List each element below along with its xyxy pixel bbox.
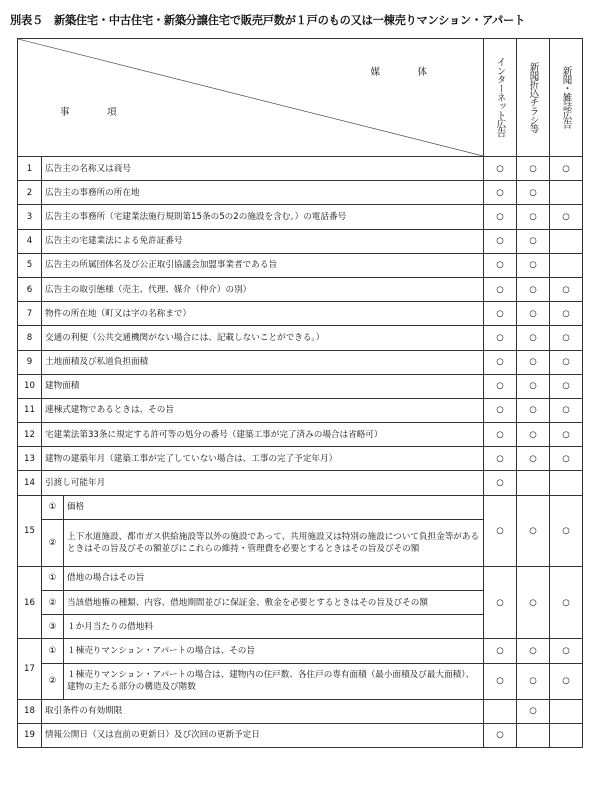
mark-cell-flyer: ○ <box>517 699 550 723</box>
mark-cell-internet: ○ <box>484 229 517 253</box>
mark-cell-flyer: ○ <box>517 326 550 350</box>
mark-cell-internet: ○ <box>484 205 517 229</box>
mark-cell-flyer: ○ <box>517 566 550 639</box>
sub-item-text: 価格 <box>64 495 484 519</box>
row-number: 13 <box>18 447 42 471</box>
mark-cell-internet: ○ <box>484 253 517 277</box>
row-item-text: 広告主の名称又は商号 <box>42 157 484 181</box>
row-number: 18 <box>18 699 42 723</box>
table-row <box>18 566 583 590</box>
sub-item-number: ② <box>42 591 64 615</box>
row-item-text: 交通の利便（公共交通機関がない場合には、記載しないことができる。） <box>42 326 484 350</box>
sub-item-number: ① <box>42 495 64 519</box>
mark-cell-newspaper: ○ <box>550 639 583 663</box>
mark-cell-internet: ○ <box>484 663 517 699</box>
table-row <box>18 471 583 495</box>
mark-cell-newspaper: ○ <box>550 566 583 639</box>
col-header-internet: インターネット広告 <box>484 39 517 157</box>
mark-cell-internet: ○ <box>484 723 517 747</box>
mark-cell-newspaper <box>550 253 583 277</box>
mark-cell-newspaper: ○ <box>550 423 583 447</box>
row-number: 8 <box>18 326 42 350</box>
media-label: 媒 体 <box>370 67 442 78</box>
row-number: 15 <box>18 495 42 566</box>
table-row <box>18 423 583 447</box>
mark-cell-newspaper <box>550 181 583 205</box>
mark-cell-flyer: ○ <box>517 374 550 398</box>
table-row <box>18 157 583 181</box>
row-item-text: 引渡し可能年月 <box>42 471 484 495</box>
row-number: 17 <box>18 639 42 699</box>
mark-cell-internet: ○ <box>484 447 517 471</box>
mark-cell-flyer: ○ <box>517 423 550 447</box>
mark-cell-flyer: ○ <box>517 447 550 471</box>
mark-cell-newspaper: ○ <box>550 495 583 566</box>
mark-cell-flyer: ○ <box>517 350 550 374</box>
mark-cell-flyer: ○ <box>517 253 550 277</box>
mark-cell-internet: ○ <box>484 423 517 447</box>
mark-cell-flyer <box>517 471 550 495</box>
mark-cell-flyer: ○ <box>517 229 550 253</box>
row-item-text: 宅建業法第33条に規定する許可等の処分の番号（建築工事が完了済みの場合は省略可） <box>42 423 484 447</box>
mark-cell-newspaper: ○ <box>550 157 583 181</box>
mark-cell-newspaper: ○ <box>550 350 583 374</box>
mark-cell-flyer: ○ <box>517 277 550 301</box>
row-number: 10 <box>18 374 42 398</box>
row-item-text: 広告主の宅建業法による免許証番号 <box>42 229 484 253</box>
row-number: 4 <box>18 229 42 253</box>
row-number: 5 <box>18 253 42 277</box>
table-row <box>18 495 583 519</box>
row-item-text: 建物面積 <box>42 374 484 398</box>
table-row <box>18 277 583 301</box>
table-row <box>18 723 583 747</box>
mark-cell-flyer: ○ <box>517 398 550 422</box>
row-item-text: 広告主の事務所（宅建業法施行規則第15条の5の2の施設を含む。）の電話番号 <box>42 205 484 229</box>
sub-item-number: ① <box>42 639 64 663</box>
mark-cell-internet: ○ <box>484 639 517 663</box>
row-number: 2 <box>18 181 42 205</box>
mark-cell-flyer: ○ <box>517 495 550 566</box>
mark-cell-internet: ○ <box>484 495 517 566</box>
row-number: 6 <box>18 277 42 301</box>
diagonal-header-cell <box>18 39 484 157</box>
sub-item-text: １か月当たりの借地料 <box>64 615 484 639</box>
table-row <box>18 350 583 374</box>
mark-cell-internet: ○ <box>484 398 517 422</box>
sub-item-text: １棟売りマンション・アパートの場合は、建物内の住戸数、各住戸の専有面積（最小面積及び最大面積）、建物の主たる部分の構造及び階数 <box>64 663 484 699</box>
mark-cell-newspaper: ○ <box>550 447 583 471</box>
mark-cell-flyer: ○ <box>517 157 550 181</box>
regulation-table <box>17 38 583 748</box>
row-item-text: 広告主の所属団体名及び公正取引協議会加盟事業者である旨 <box>42 253 484 277</box>
table-row <box>18 663 583 699</box>
row-number: 12 <box>18 423 42 447</box>
col-header-newspaper: 新聞・雑誌広告 <box>550 39 583 157</box>
table-row <box>18 181 583 205</box>
page-title: 別表５ 新築住宅・中古住宅・新築分譲住宅で販売戸数が１戸のもの又は一棟売りマンション・アパート <box>10 14 526 27</box>
row-item-text: 広告主の取引態様（売主、代理、媒介（仲介）の別） <box>42 277 484 301</box>
table-row <box>18 398 583 422</box>
table-row <box>18 699 583 723</box>
mark-cell-internet <box>484 699 517 723</box>
table-row <box>18 205 583 229</box>
row-number: 9 <box>18 350 42 374</box>
row-item-text: 広告主の事務所の所在地 <box>42 181 484 205</box>
table-row <box>18 229 583 253</box>
mark-cell-internet: ○ <box>484 566 517 639</box>
mark-cell-newspaper: ○ <box>550 326 583 350</box>
sub-item-text: 上下水道施設、都市ガス供給施設等以外の施設であって、共用施設又は特別の施設について負担金等があるときはその旨及びその額並びにこれらの維持・管理費を必要とするときはその旨及びその額 <box>64 519 484 566</box>
mark-cell-internet: ○ <box>484 326 517 350</box>
row-item-text: 情報公開日（又は直前の更新日）及び次回の更新予定日 <box>42 723 484 747</box>
mark-cell-internet: ○ <box>484 277 517 301</box>
item-label: 事 項 <box>60 107 131 118</box>
mark-cell-newspaper: ○ <box>550 302 583 326</box>
sub-item-number: ② <box>42 663 64 699</box>
row-item-text: 物件の所在地（町又は字の名称まで） <box>42 302 484 326</box>
mark-cell-flyer: ○ <box>517 205 550 229</box>
row-number: 3 <box>18 205 42 229</box>
mark-cell-internet: ○ <box>484 157 517 181</box>
sub-item-number: ① <box>42 566 64 590</box>
sub-item-number: ③ <box>42 615 64 639</box>
table-row <box>18 302 583 326</box>
mark-cell-internet: ○ <box>484 350 517 374</box>
mark-cell-flyer: ○ <box>517 663 550 699</box>
mark-cell-newspaper: ○ <box>550 205 583 229</box>
sub-item-text: 借地の場合はその旨 <box>64 566 484 590</box>
table-row <box>18 326 583 350</box>
col-header-flyer: 新聞折込チラシ等 <box>517 39 550 157</box>
row-item-text: 建物の建築年月（建築工事が完了していない場合は、工事の完了予定年月） <box>42 447 484 471</box>
row-number: 1 <box>18 157 42 181</box>
header-row <box>18 39 583 157</box>
mark-cell-internet: ○ <box>484 302 517 326</box>
sub-item-text: １棟売りマンション・アパートの場合は、その旨 <box>64 639 484 663</box>
row-item-text: 連棟式建物であるときは、その旨 <box>42 398 484 422</box>
mark-cell-newspaper: ○ <box>550 374 583 398</box>
sub-item-number: ② <box>42 519 64 566</box>
mark-cell-flyer: ○ <box>517 302 550 326</box>
diagonal-line <box>18 39 483 156</box>
row-item-text: 土地面積及び私道負担面積 <box>42 350 484 374</box>
table-row <box>18 374 583 398</box>
mark-cell-internet: ○ <box>484 471 517 495</box>
mark-cell-internet: ○ <box>484 181 517 205</box>
mark-cell-flyer <box>517 723 550 747</box>
row-number: 11 <box>18 398 42 422</box>
table-row <box>18 253 583 277</box>
table-row <box>18 447 583 471</box>
mark-cell-internet: ○ <box>484 374 517 398</box>
mark-cell-newspaper <box>550 699 583 723</box>
table-row <box>18 639 583 663</box>
mark-cell-newspaper: ○ <box>550 663 583 699</box>
row-number: 7 <box>18 302 42 326</box>
mark-cell-flyer: ○ <box>517 639 550 663</box>
mark-cell-newspaper <box>550 723 583 747</box>
sub-item-text: 当該借地権の種類、内容、借地期間並びに保証金、敷金を必要とするときはその旨及びその額 <box>64 591 484 615</box>
mark-cell-newspaper: ○ <box>550 398 583 422</box>
mark-cell-newspaper <box>550 229 583 253</box>
row-number: 19 <box>18 723 42 747</box>
mark-cell-newspaper: ○ <box>550 277 583 301</box>
row-item-text: 取引条件の有効期限 <box>42 699 484 723</box>
row-number: 14 <box>18 471 42 495</box>
mark-cell-newspaper <box>550 471 583 495</box>
row-number: 16 <box>18 566 42 639</box>
mark-cell-flyer: ○ <box>517 181 550 205</box>
